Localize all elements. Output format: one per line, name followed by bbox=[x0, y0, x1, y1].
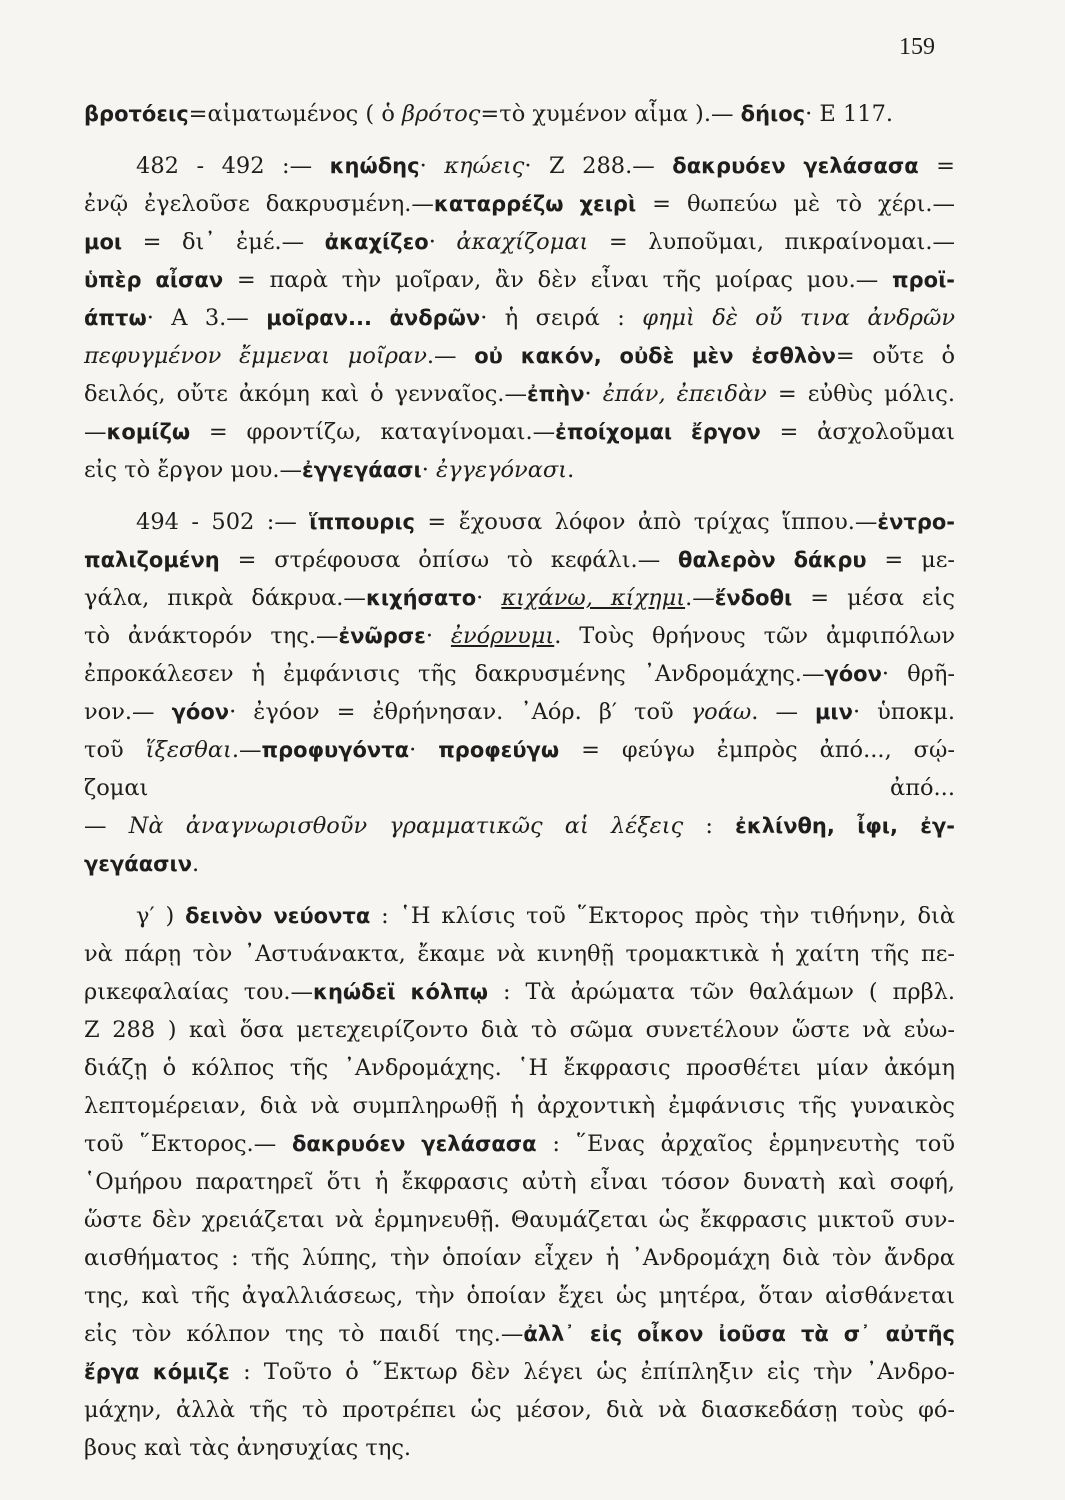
text-segment: λεπτομέρειαν, διὰ νὰ συμπληρωθῇ ἡ ἀρχοντικὴ ἐμφάνισις τῆς γυναικὸς bbox=[84, 1093, 955, 1119]
text-segment: · ἡ σειρά : bbox=[480, 305, 643, 331]
text-segment: · ἐγόον = ἐθρήνησαν. ᾽Αόρ. β′ τοῦ bbox=[229, 699, 691, 725]
italic-text: βρότος bbox=[402, 101, 481, 127]
paragraph-p4 bbox=[84, 897, 955, 1467]
text-segment: = με- bbox=[866, 547, 955, 573]
lemma-term: ἐνῶρσε bbox=[338, 624, 426, 648]
lemma-term: ὑπὲρ αἶσαν bbox=[84, 268, 224, 292]
text-segment: ρικεφαλαίας του.— bbox=[84, 979, 314, 1005]
lemma-term: μιν bbox=[814, 700, 853, 724]
text-segment: — bbox=[84, 419, 107, 445]
italic-text: φημὶ δὲ οὔ τινα ἀνδρῶν bbox=[642, 305, 955, 331]
text-segment: . bbox=[192, 851, 200, 877]
text-segment: : ῞Ενας ἀρχαῖος ἑρμηνευτὴς τοῦ bbox=[536, 1131, 956, 1157]
text-segment: ἐνῷ ἐγελοῦσε δακρυσμένη.— bbox=[84, 191, 434, 217]
text-segment: = εὐθὺς μόλις. bbox=[766, 381, 955, 407]
text-line bbox=[84, 731, 955, 769]
document-body bbox=[84, 95, 955, 1467]
lemma-term: ἀκαχίζεο bbox=[324, 230, 429, 254]
text-segment: αισθήματος : τῆς λύπης, τὴν ὁποίαν εἶχεν ἡ ᾽Ανδρομάχη διὰ τὸν ἄνδρα bbox=[84, 1245, 955, 1271]
text-segment: Ζ 288 ) καὶ ὅσα μετεχειρίζοντο διὰ τὸ σῶμα συνετέλουν ὥστε νὰ εὐω- bbox=[84, 1017, 955, 1043]
text-segment: γάλα, πικρὰ δάκρυα.— bbox=[84, 585, 366, 611]
text-line bbox=[84, 935, 955, 973]
lemma-term: προφεύγω bbox=[438, 738, 560, 762]
lemma-term: οὐ κακόν, οὐδὲ μὲν ἐσθλὸν bbox=[474, 344, 836, 368]
text-segment: · bbox=[476, 585, 502, 611]
lemma-term: προϊ- bbox=[892, 268, 955, 292]
text-segment: : ῾Η κλίσις τοῦ ῞Εκτορος πρὸς τὴν τιθήνην, διὰ bbox=[370, 903, 956, 929]
text-segment: μάχην, ἀλλὰ τῆς τὸ προτρέπει ὡς μέσον, διὰ νὰ διασκεδάσῃ τοὺς φό- bbox=[84, 1397, 955, 1423]
text-segment: ὥστε δὲν χρειάζεται νὰ ἑρμηνευθῇ. Θαυμάζεται ὡς ἔκφρασις μικτοῦ συν- bbox=[84, 1207, 955, 1233]
text-segment: διάζῃ ὁ κόλπος τῆς ᾽Ανδρομάχης. ῾Η ἔκφρασις προσθέτει μίαν ἀκόμη bbox=[84, 1055, 955, 1081]
lemma-term: δήιος bbox=[740, 102, 806, 126]
text-segment: εἰς τὸν κόλπον της τὸ παιδί της.— bbox=[84, 1321, 524, 1347]
text-segment: = οὔτε ὁ bbox=[835, 343, 955, 369]
text-segment: = φροντίζω, καταγίνομαι.— bbox=[190, 419, 556, 445]
text-line bbox=[84, 413, 955, 451]
text-segment: νον.— bbox=[84, 699, 172, 725]
text-line bbox=[84, 1315, 955, 1353]
text-line bbox=[84, 693, 955, 731]
lemma-term: κηώδεϊ κόλπῳ bbox=[313, 980, 489, 1004]
lemma-term: άπτω bbox=[84, 306, 147, 330]
text-segment: · bbox=[421, 457, 437, 483]
text-line bbox=[84, 807, 955, 845]
text-line bbox=[84, 845, 955, 883]
text-line bbox=[84, 1429, 955, 1467]
text-segment: · Α 3.— bbox=[146, 305, 267, 331]
lemma-term: ἀλλ᾽ εἰς οἶκον ἰοῦσα τὰ σ᾽ αὐτῆς bbox=[523, 1322, 956, 1346]
text-segment: δειλός, οὔτε ἀκόμη καὶ ὁ γενναῖος.— bbox=[84, 381, 527, 407]
italic-text: κιχάνω, κίχημι bbox=[501, 585, 686, 611]
lemma-term: ἐντρο- bbox=[877, 510, 955, 534]
lemma-term: γόον bbox=[824, 662, 882, 686]
text-segment: εἰς τὸ ἔργον μου.— bbox=[84, 457, 303, 483]
text-line bbox=[84, 95, 955, 133]
text-segment: : Τοῦτο ὁ ῞Εκτωρ δὲν λέγει ὡς ἐπίπληξιν εἰς τὴν ᾽Ανδρο- bbox=[229, 1359, 956, 1385]
text-segment: — bbox=[84, 813, 129, 839]
text-line bbox=[84, 1239, 955, 1277]
lemma-term: κηώδης bbox=[329, 154, 420, 178]
lemma-term: ἐπὴν bbox=[526, 382, 585, 406]
lemma-term: ἔνδοθι bbox=[714, 586, 793, 610]
lemma-term: ἔργα κόμιζε bbox=[84, 1360, 230, 1384]
text-segment: = λυποῦμαι, πικραίνομαι.— bbox=[588, 229, 955, 255]
text-segment: · Ε 117. bbox=[805, 101, 894, 127]
lemma-term: κομίζω bbox=[106, 420, 191, 444]
text-line bbox=[84, 1277, 955, 1315]
text-segment: · bbox=[425, 623, 451, 649]
text-line bbox=[84, 1125, 955, 1163]
lemma-term: θαλερὸν δάκρυ bbox=[678, 548, 867, 572]
lemma-term: ἐκλίνθη, ἶφι, ἐγ- bbox=[735, 814, 956, 838]
lemma-term: ἵππουρις bbox=[309, 510, 415, 534]
text-segment: .— bbox=[685, 585, 715, 611]
text-segment bbox=[564, 191, 580, 217]
text-line bbox=[84, 261, 955, 299]
lemma-term: παλιζομένη bbox=[84, 548, 220, 572]
page-number: 159 bbox=[899, 34, 935, 60]
text-segment: = ἀσχολοῦμαι bbox=[760, 419, 955, 445]
lemma-term: καταρρέζω bbox=[433, 192, 564, 216]
text-line bbox=[84, 503, 955, 541]
text-line bbox=[84, 617, 955, 655]
text-line bbox=[84, 375, 955, 413]
text-segment: · bbox=[419, 153, 445, 179]
text-segment: γ′ ) bbox=[136, 903, 186, 929]
lemma-term: μοῖραν... ἀνδρῶν bbox=[266, 306, 481, 330]
lemma-term: ἐποίχομαι ἔργον bbox=[555, 420, 761, 444]
lemma-term: δεινὸν νεύοντα bbox=[185, 904, 371, 928]
lemma-term: βροτόεις bbox=[84, 102, 189, 126]
italic-text: κηώεις bbox=[444, 153, 525, 179]
italic-text: γοάω bbox=[690, 699, 752, 725]
text-segment: τὸ ἀνάκτορόν της.— bbox=[84, 623, 339, 649]
text-segment: .— bbox=[231, 737, 262, 763]
text-segment: = δι᾽ ἐμέ.— bbox=[122, 229, 325, 255]
text-segment: =αἱματωμένος ( ὁ bbox=[188, 101, 403, 127]
text-segment: · θρῆ- bbox=[881, 661, 955, 687]
italic-text: πεφυγμένον ἔμμεναι μοῖραν bbox=[84, 343, 427, 369]
text-segment: · ὑποκμ. bbox=[852, 699, 955, 725]
text-segment: · bbox=[428, 229, 457, 255]
lemma-term: μοι bbox=[84, 230, 123, 254]
paragraph-p2 bbox=[84, 147, 955, 489]
text-line bbox=[84, 223, 955, 261]
text-segment: ἐπροκάλεσεν ἡ ἐμφάνισις τῆς δακρυσμένης ᾽Ανδρομάχης.— bbox=[84, 661, 825, 687]
lemma-term: κιχήσατο bbox=[365, 586, 477, 610]
text-line bbox=[84, 147, 955, 185]
text-segment: = μέσα εἰς bbox=[792, 585, 955, 611]
text-segment: = στρέφουσα ὀπίσω τὸ κεφάλι.— bbox=[219, 547, 679, 573]
text-segment: = παρὰ τὴν μοῖραν, ἂν δὲν εἶναι τῆς μοίρας μου.— bbox=[223, 267, 893, 293]
text-segment: · bbox=[584, 381, 603, 407]
lemma-term: χειρὶ bbox=[579, 192, 637, 216]
text-line bbox=[84, 299, 955, 337]
lemma-term: δακρυόεν γελάσασα bbox=[672, 154, 919, 178]
text-segment: ζομαι ἀπό... bbox=[84, 775, 955, 801]
text-segment: ῾Ομήρου παρατηρεῖ ὅτι ἡ ἔκφρασις αὐτὴ εἶναι τόσον δυνατὴ καὶ σοφή, bbox=[84, 1169, 955, 1195]
text-line bbox=[84, 655, 955, 693]
text-segment: = θωπεύω μὲ τὸ χέρι.— bbox=[636, 191, 955, 217]
text-segment: 482 - 492 :— bbox=[136, 153, 330, 179]
text-segment: νὰ πάρῃ τὸν ᾽Αστυάνακτα, ἔκαμε νὰ κινηθῇ τρομακτικὰ ἡ χαίτη τῆς πε- bbox=[84, 941, 955, 967]
text-line bbox=[84, 451, 955, 489]
italic-text: ἐνόρνυμι bbox=[450, 623, 555, 649]
text-segment: · bbox=[409, 737, 439, 763]
text-segment: βους καὶ τὰς ἀνησυχίας της. bbox=[84, 1435, 412, 1461]
text-segment: 494 - 502 :— bbox=[136, 509, 310, 535]
lemma-term: ἐγγεγάασι bbox=[302, 458, 422, 482]
text-line bbox=[84, 337, 955, 375]
text-line bbox=[84, 185, 955, 223]
text-line bbox=[84, 541, 955, 579]
text-segment: · Ζ 288.— bbox=[524, 153, 673, 179]
text-line bbox=[84, 769, 955, 807]
italic-text: ἐπάν, ἐπειδὰν bbox=[602, 381, 767, 407]
text-line bbox=[84, 1391, 955, 1429]
lemma-term: γόον bbox=[171, 700, 230, 724]
italic-text: ἐγγεγόνασι bbox=[436, 457, 568, 483]
text-segment: τοῦ ῞Εκτορος.— bbox=[84, 1131, 292, 1157]
text-line bbox=[84, 1087, 955, 1125]
text-segment: . — bbox=[751, 699, 815, 725]
text-line bbox=[84, 1201, 955, 1239]
text-segment: = bbox=[918, 153, 955, 179]
italic-text: Νὰ ἀναγνωρισθοῦν γραμματικῶς αἱ λέξεις bbox=[128, 813, 684, 839]
text-line bbox=[84, 579, 955, 617]
text-line bbox=[84, 1163, 955, 1201]
paragraph-p1 bbox=[84, 95, 955, 133]
text-segment: της, καὶ τῆς ἀγαλλιάσεως, τὴν ὁποίαν ἔχει ὡς μητέρα, ὅταν αἰσθάνεται bbox=[84, 1283, 955, 1309]
text-segment: = ἔχουσα λόφον ἀπὸ τρίχας ἵππου.— bbox=[414, 509, 878, 535]
text-segment: : Τὰ ἀρώματα τῶν θαλάμων ( πρβλ. bbox=[488, 979, 955, 1005]
text-line bbox=[84, 1049, 955, 1087]
lemma-term: δακρυόεν γελάσασα bbox=[291, 1132, 537, 1156]
text-segment: =τὸ χυμένον αἷμα ).— bbox=[480, 101, 741, 127]
paragraph-p3 bbox=[84, 503, 955, 883]
italic-text: ἀκαχίζομαι bbox=[456, 229, 589, 255]
text-line bbox=[84, 897, 955, 935]
text-line bbox=[84, 1011, 955, 1049]
italic-text: ἵξεσθαι bbox=[145, 737, 232, 763]
text-segment: τοῦ bbox=[84, 737, 146, 763]
text-line bbox=[84, 973, 955, 1011]
lemma-term: προφυγόντα bbox=[261, 738, 410, 762]
text-segment: .— bbox=[426, 343, 475, 369]
lemma-term: γεγάασιν bbox=[84, 852, 192, 876]
text-segment: : bbox=[683, 813, 736, 839]
text-line bbox=[84, 1353, 955, 1391]
text-segment: . bbox=[567, 457, 575, 483]
text-segment: = φεύγω ἐμπρὸς ἀπό..., σῴ- bbox=[559, 737, 955, 763]
text-segment: . Τοὺς θρήνους τῶν ἀμφιπόλων bbox=[554, 623, 955, 649]
